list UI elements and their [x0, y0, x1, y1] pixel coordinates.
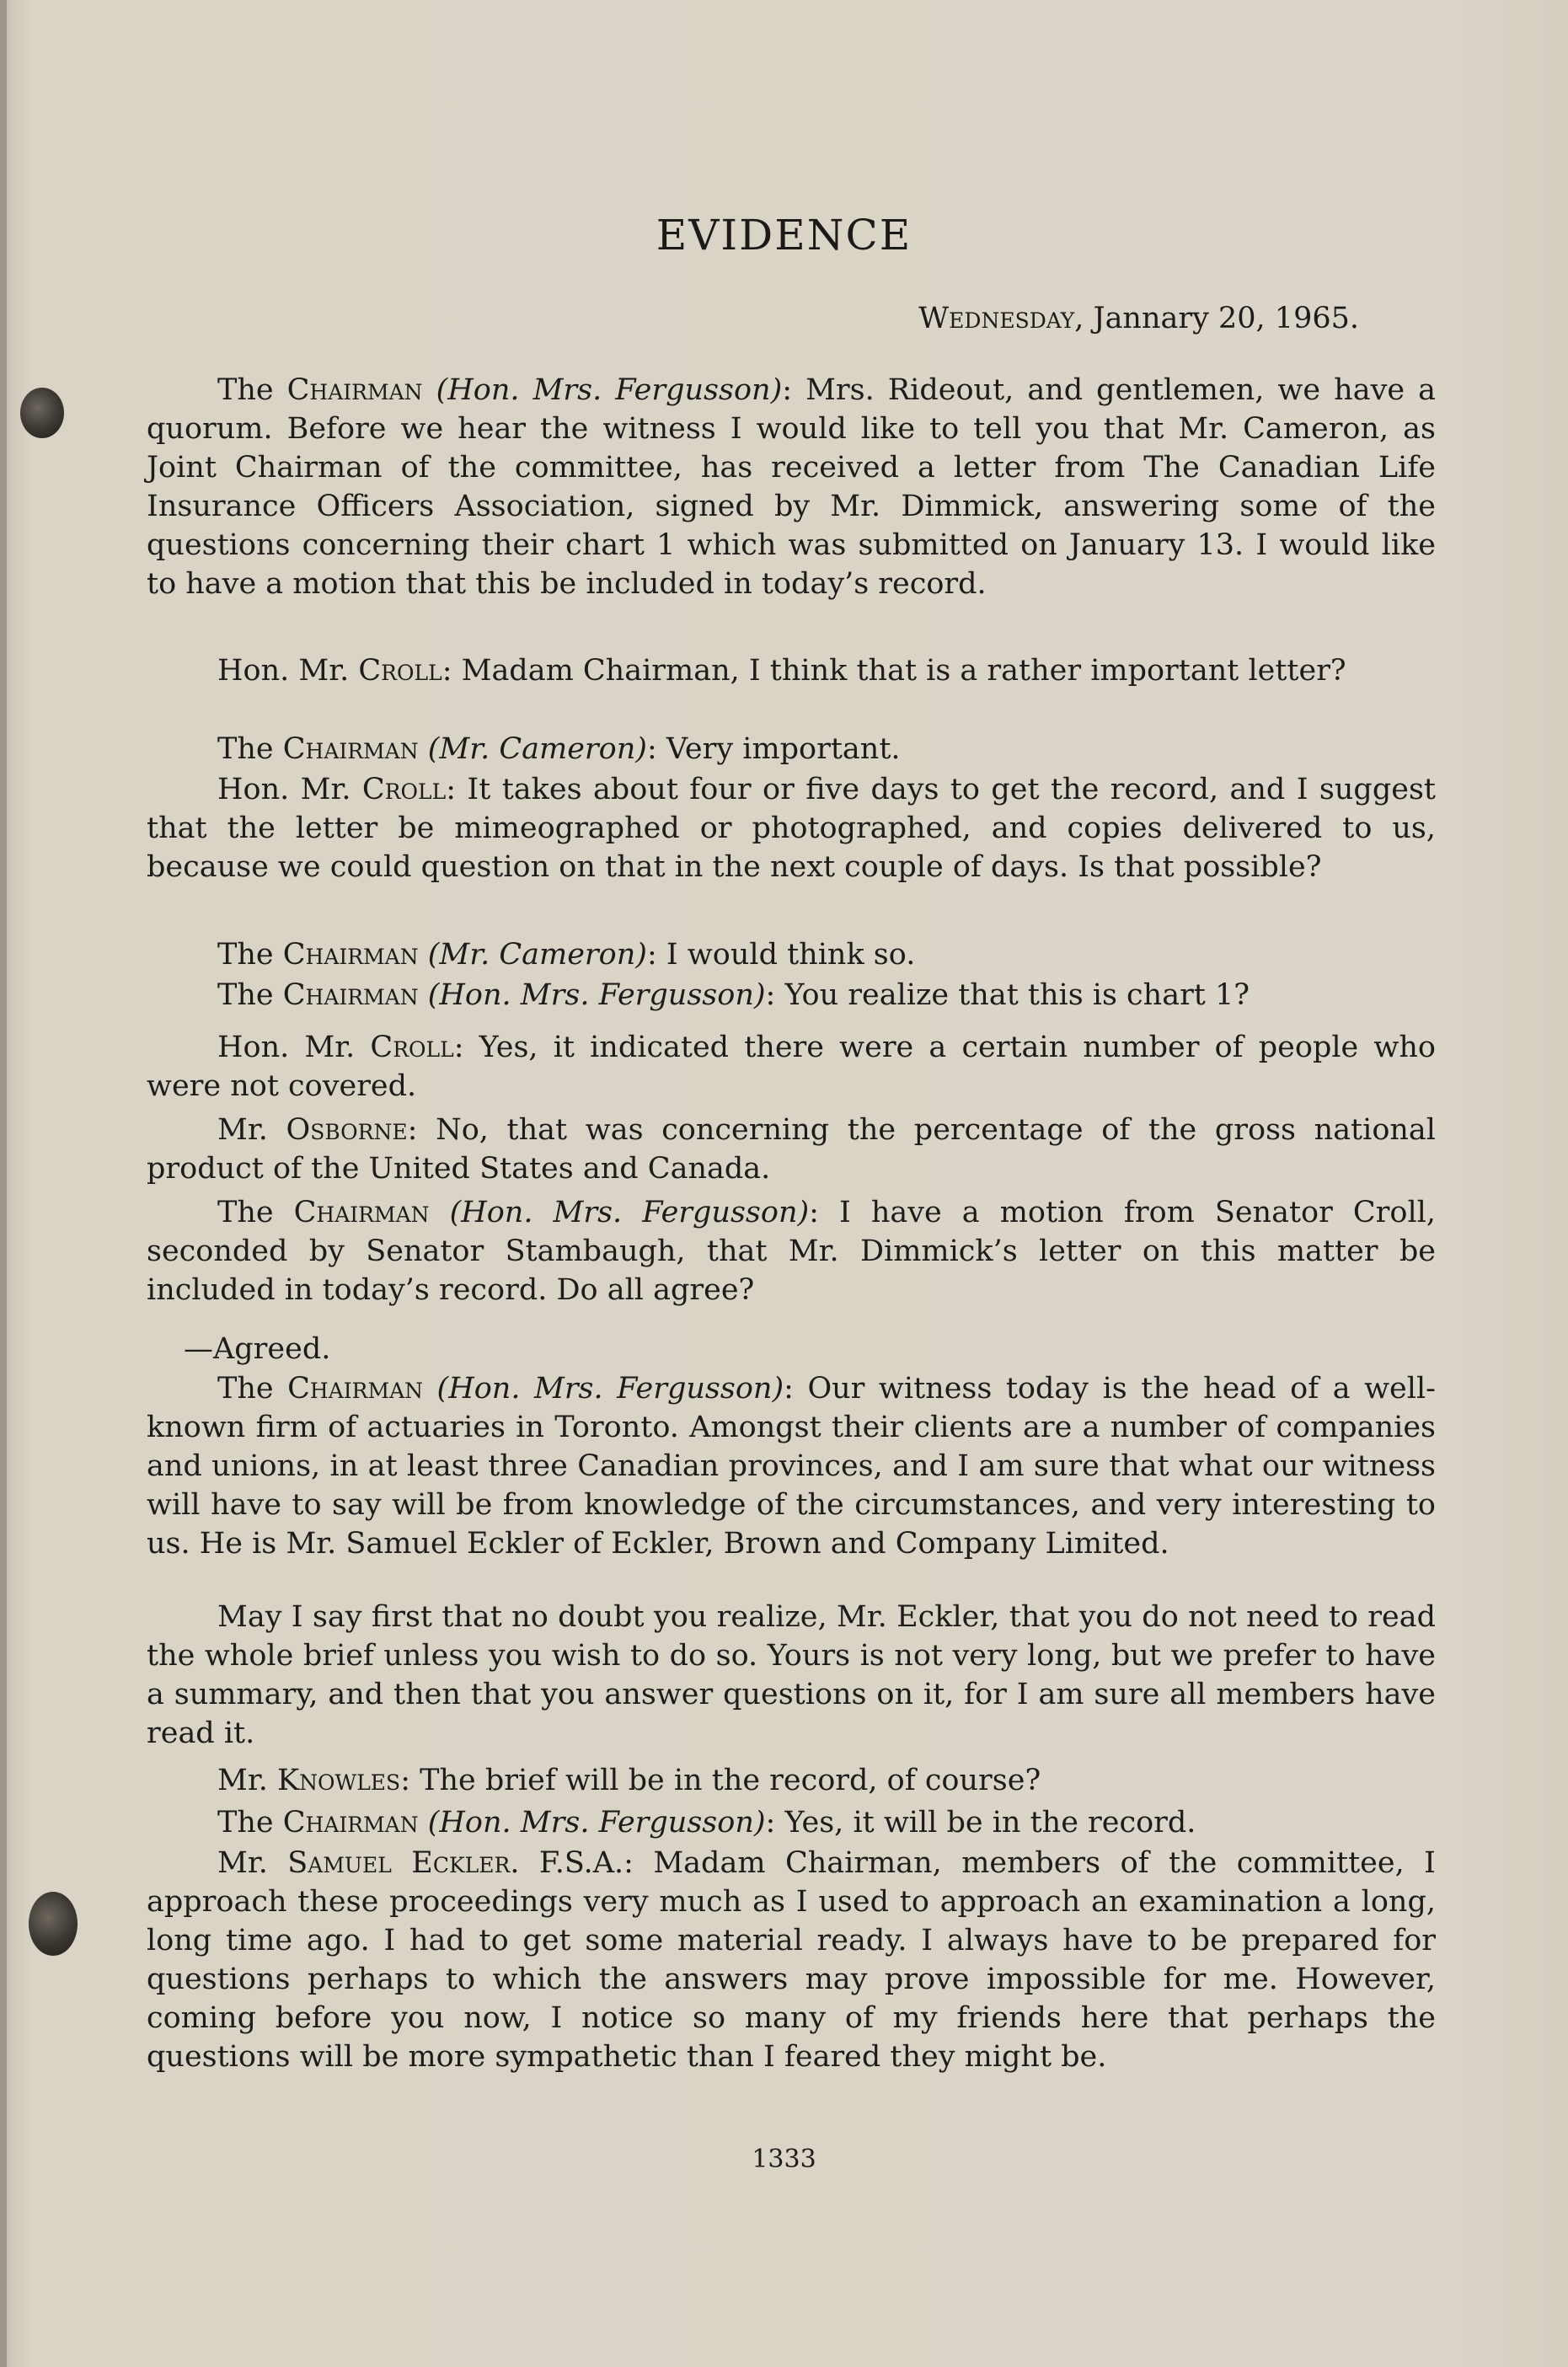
transcript-paragraph: [147, 1598, 1436, 1753]
transcript-paragraph: [147, 1803, 1436, 1842]
paragraph-text: : You realize that this is chart 1?: [765, 978, 1250, 1012]
dateline-day: Wednesday: [918, 302, 1075, 335]
page-number: 1333: [752, 2145, 816, 2174]
punch-hole-top: [20, 388, 64, 438]
speaker-prefix: Hon. Mr.: [217, 1031, 371, 1064]
transcript-paragraph: [147, 730, 1436, 768]
paragraph-text: : No, that was concerning the percentage of the gross national product of the United States and Canada.: [147, 1113, 1436, 1186]
speaker-name: Croll: [361, 773, 447, 806]
speaker-name: Chairman: [282, 1806, 419, 1840]
paragraph-text: : I would think so.: [646, 938, 916, 972]
speaker-prefix: Mr.: [217, 1764, 277, 1797]
speaker-role: (Mr. Cameron): [427, 938, 647, 972]
paragraph-text: : Yes, it indicated there were a certain number of people who were not covered.: [147, 1031, 1436, 1103]
speaker-prefix: The: [217, 373, 287, 407]
speaker-name: Chairman: [286, 373, 423, 407]
transcript-paragraph: [147, 1844, 1436, 2076]
dateline-date: , Jannary 20, 1965.: [1074, 302, 1359, 335]
transcript-paragraph: [147, 935, 1436, 974]
speaker-name: Samuel Eckler: [287, 1846, 511, 1880]
speaker-name: Croll: [370, 1031, 454, 1064]
dateline: [918, 302, 1359, 335]
transcript-paragraph: [147, 1028, 1436, 1106]
paragraph-text: : Our witness today is the head of a well-known firm of actuaries in Toronto. Amongst their clients are a number of companies and unions, in at least three Canadian provinces, and I am sure that what our witness will have to say will be from knowledge of the circumstances, and very interesting to us. He is Mr. Samuel Eckler of Eckler, Brown and Company Limited.: [147, 1372, 1436, 1561]
paragraph-text: . F.S.A.: Madam Chairman, members of the committee, I approach these proceedings very much as I used to approach an examination a long, long time ago. I had to get some material ready. I always have to be prepared for questions perhaps to which the answers may prove impossible for me. However, coming before you now, I notice so many of my friends here that perhaps the questions will be more sympathetic than I feared they might be.: [147, 1846, 1436, 2074]
speaker-prefix: The: [217, 978, 283, 1012]
speaker-role: (Hon. Mrs. Fergusson): [436, 1372, 784, 1406]
transcript-paragraph: [184, 1330, 1473, 1368]
speaker-name: Chairman: [293, 1196, 430, 1229]
paragraph-text: : Mrs. Rideout, and gentlemen, we have a quorum. Before we hear the witness I would like to tell you that Mr. Cameron, as Joint Chairman of the committee, has received a letter from The Canadian Life Insurance Officers Association, signed by Mr. Dimmick, answering some of the questions concerning their chart 1 which was submitted on January 13. I would like to have a motion that this be included in today’s record.: [147, 373, 1436, 601]
speaker-name: Chairman: [287, 1372, 424, 1406]
paragraph-text: : Madam Chairman, I think that is a rather important letter?: [442, 654, 1346, 688]
speaker-name: Osborne: [286, 1113, 408, 1147]
speaker-prefix: The: [217, 732, 283, 766]
speaker-role: (Hon. Mrs. Fergusson): [427, 1806, 766, 1840]
speaker-role: (Hon. Mrs. Fergusson): [449, 1196, 810, 1229]
paragraph-text: May I say first that no doubt you realize, Mr. Eckler, that you do not need to read the whole brief unless you wish to do so. Yours is not very long, but we prefer to have a summary, and then that you answer questions on it, for I am sure all members have read it.: [147, 1600, 1436, 1750]
transcript-paragraph: [147, 976, 1436, 1015]
punch-hole-bottom: [29, 1892, 78, 1956]
speaker-name: Chairman: [282, 978, 419, 1012]
transcript-paragraph: [147, 1193, 1436, 1309]
paragraph-text: : Yes, it will be in the record.: [765, 1806, 1196, 1840]
speaker-name: Chairman: [282, 732, 419, 766]
transcript-paragraph: [147, 371, 1436, 603]
transcript-paragraph: [147, 1761, 1436, 1800]
speaker-prefix: Hon. Mr.: [217, 654, 359, 688]
speaker-prefix: Mr.: [217, 1846, 288, 1880]
speaker-name: Chairman: [282, 938, 419, 972]
speaker-role: (Hon. Mrs. Fergusson): [436, 373, 783, 407]
paragraph-text: : I have a motion from Senator Croll, seconded by Senator Stambaugh, that Mr. Dimmick’s letter on this matter be included in today’s record. Do all agree?: [147, 1196, 1436, 1307]
paragraph-text: —Agreed.: [184, 1332, 331, 1366]
speaker-prefix: Hon. Mr.: [217, 773, 362, 806]
speaker-name: Knowles: [276, 1764, 401, 1797]
transcript-paragraph: [147, 1111, 1436, 1188]
speaker-prefix: The: [217, 938, 283, 972]
paragraph-text: : It takes about four or five days to get the record, and I suggest that the letter be mimeographed or photographed, and copies delivered to us, because we could question on that in the next couple of days. Is that possible?: [147, 773, 1436, 884]
transcript-paragraph: [147, 1369, 1436, 1563]
speaker-role: (Mr. Cameron): [427, 732, 647, 766]
paragraph-text: : Very important.: [646, 732, 901, 766]
transcript-paragraph: [147, 651, 1436, 690]
speaker-prefix: The: [217, 1196, 294, 1229]
paragraph-text: : The brief will be in the record, of course?: [400, 1764, 1041, 1797]
binding-edge: [0, 0, 7, 2367]
speaker-prefix: The: [217, 1372, 288, 1406]
transcript-paragraph: [147, 770, 1436, 886]
speaker-role: (Hon. Mrs. Fergusson): [427, 978, 766, 1012]
speaker-prefix: The: [217, 1806, 283, 1840]
page-title: EVIDENCE: [656, 211, 912, 260]
speaker-name: Croll: [358, 654, 442, 688]
speaker-prefix: Mr.: [217, 1113, 286, 1147]
